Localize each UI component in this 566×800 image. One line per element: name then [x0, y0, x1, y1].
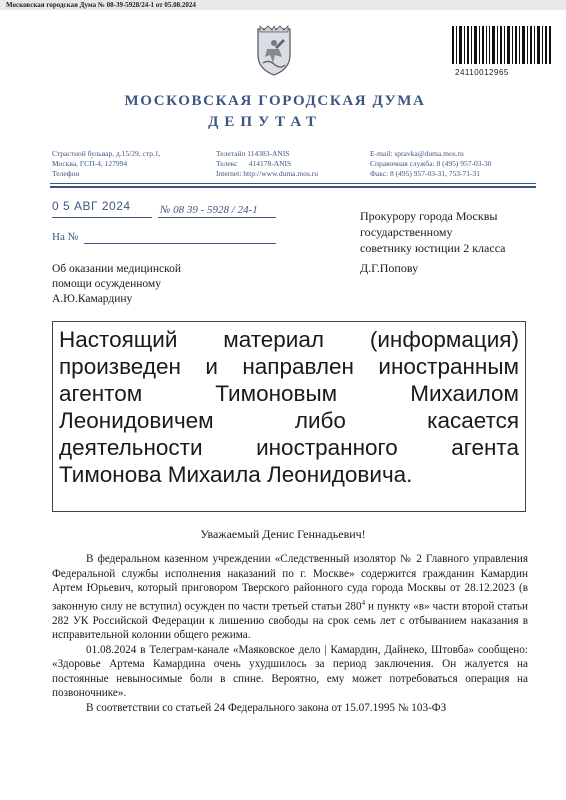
greeting: Уважаемый Денис Геннадьевич!: [200, 527, 366, 541]
telegraph-block: [216, 149, 318, 179]
moscow-coat-of-arms-icon: [255, 25, 293, 77]
addressee-line: советнику юстиции 2 класса: [360, 241, 506, 255]
email-line: Справочная служба: 8 (495) 957-03-30: [370, 159, 492, 168]
notice-line: Тимонова Михаила Леонидовича.: [59, 462, 413, 487]
telegraph-line: Internet: http://www.duma.mos.ru: [216, 169, 318, 178]
address-line: Телефон: [52, 169, 80, 178]
notice-line: агентом Тимоновым Михаилом: [59, 381, 519, 406]
notice-line: Настоящий материал (информация): [59, 327, 519, 352]
addressee-line: государственному: [360, 225, 453, 239]
date-underline: [52, 217, 152, 218]
letter-subject: [52, 262, 181, 307]
barcode-icon: [452, 26, 552, 64]
email-line: E-mail: spravka@duma.mos.ru: [370, 149, 464, 158]
notice-line: Леонидовичем либо касается: [59, 408, 519, 433]
sender-role: ДЕПУТАТ: [208, 114, 322, 130]
telegraph-line: Телекс 414178-ANIS: [216, 159, 292, 168]
foreign-agent-notice: [52, 321, 526, 512]
email-block: [370, 149, 491, 179]
body-paragraph: 01.08.2024 в Телеграм-канале «Маяковское дело | Камардин, Дайнеко, Штовба» сообщено: «Здоровье Артема Камардина очень ухудшилось за период заключения. Он жалуется на постоянные невыносимые боли в спине. Вероятно, ему может потребоваться операция на позвоночнике».: [52, 643, 528, 700]
notice-line: произведен и направлен иностранным: [59, 354, 519, 379]
body-text: В федеральном казенном учреждении «Следственный изолятор № 2 Главного управления Федеральной службы исполнения наказаний по г. Москве» содержится гражданин Камардин Артем Юрьевич, который приговором Тверского районного суда города Москвы от 28.12.2023 (в законную силу не вступил) осужден по части третьей статьи 280: [52, 553, 528, 613]
organization-name: МОСКОВСКАЯ ГОРОДСКАЯ ДУМА: [124, 93, 426, 109]
address-block: [52, 149, 160, 179]
number-underline: [158, 217, 276, 218]
address-line: Москва, ГСП-4, 127994: [52, 159, 128, 168]
subject-line: Об оказании медицинской: [52, 263, 181, 275]
email-line: Факс: 8 (495) 957-03-31, 753-71-31: [370, 169, 480, 178]
address-line: Страстной бульвар, д.15/29, стр.1,: [52, 149, 161, 158]
document-registration-text: Московская городская Дума № 08-39-5928/24-1 от 05.08.2024: [6, 1, 196, 9]
addressee-block: [360, 208, 506, 276]
document-header-bar: [0, 0, 566, 10]
body-text: и пункту «в» части второй статьи 282 УК Российской Федерации к лишению свободы на срок семь лет с отбыванием наказания в исправительной колонии общего режима.: [52, 600, 528, 642]
barcode-number: 24110012965: [455, 68, 509, 77]
body-paragraph: В соответствии со статьей 24 Федерального закона от 15.07.1995 № 103-ФЗ: [86, 701, 447, 714]
letterhead-divider-thick: [50, 186, 536, 188]
reference-label: На №: [52, 231, 79, 243]
addressee-line: Д.Г.Попову: [360, 261, 419, 275]
letterhead-divider: [50, 183, 536, 184]
article-superscript: 4: [361, 598, 366, 607]
subject-line: А.Ю.Камардину: [52, 293, 133, 305]
reference-underline: [84, 243, 276, 244]
registration-number: № 08 39 - 5928 / 24-1: [160, 204, 258, 216]
addressee-line: Прокурору города Москвы: [360, 209, 498, 223]
registration-date-stamp: 0 5 АВГ 2024: [52, 199, 131, 213]
telegraph-line: Телетайп 114383-ANIS: [216, 149, 290, 158]
notice-line: деятельности иностранного агента: [59, 435, 519, 460]
subject-line: помощи осужденному: [52, 278, 161, 290]
body-paragraph: [52, 552, 528, 643]
letter-body: [52, 552, 528, 715]
